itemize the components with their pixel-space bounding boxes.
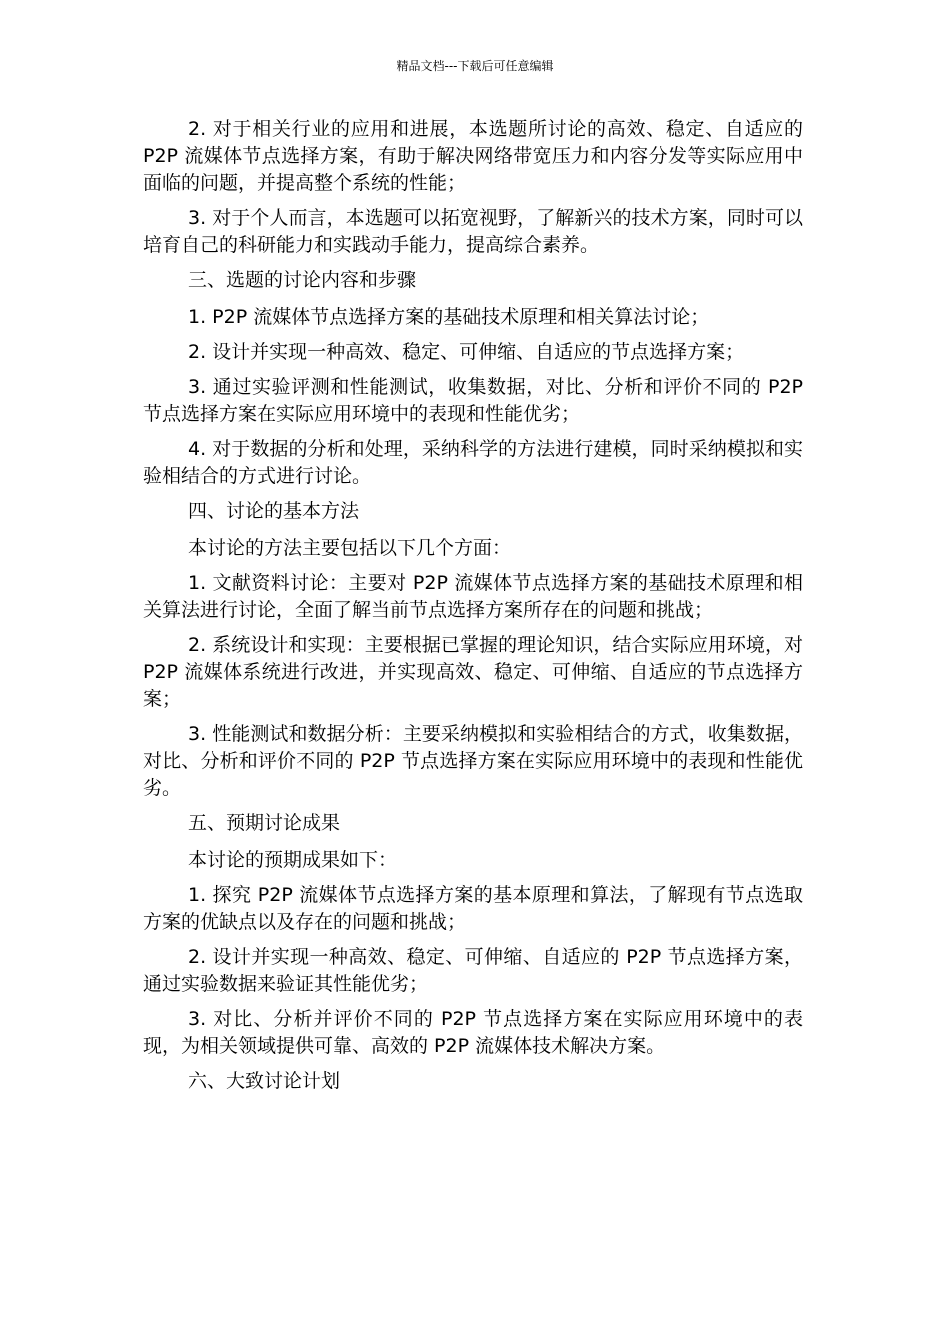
paragraph-results-2: 2. 设计并实现一种高效、稳定、可伸缩、自适应的 P2P 节点选择方案，通过实验数据来验证其性能优劣； <box>143 946 803 995</box>
section-heading-research-plan: 六、大致讨论计划 <box>188 1070 341 1092</box>
paragraph-results-3: 3. 对比、分析并评价不同的 P2P 节点选择方案在实际应用环境中的表现，为相关领域提供可靠、高效的 P2P 流媒体技术解决方案。 <box>143 1008 803 1057</box>
section-heading-methods: 四、讨论的基本方法 <box>188 500 360 522</box>
paragraph-results-1: 1. 探究 P2P 流媒体节点选择方案的基本原理和算法，了解现有节点选取方案的优缺点以及存在的问题和挑战； <box>143 884 803 933</box>
paragraph-content-2: 2. 设计并实现一种高效、稳定、可伸缩、自适应的节点选择方案； <box>188 341 745 363</box>
paragraph-methods-intro: 本讨论的方法主要包括以下几个方面： <box>188 537 512 559</box>
paragraph-methods-3: 3. 性能测试和数据分析：主要采纳模拟和实验相结合的方式，收集数据，对比、分析和评价不同的 P2P 节点选择方案在实际应用环境中的表现和性能优劣。 <box>143 723 803 799</box>
paragraph-results-intro: 本讨论的预期成果如下： <box>188 849 398 871</box>
section-heading-expected-results: 五、预期讨论成果 <box>188 812 341 834</box>
section-heading-research-content: 三、选题的讨论内容和步骤 <box>188 269 417 291</box>
paragraph-content-4: 4. 对于数据的分析和处理，采纳科学的方法进行建模，同时采纳模拟和实验相结合的方式进行讨论。 <box>143 438 803 487</box>
paragraph-methods-1: 1. 文献资料讨论：主要对 P2P 流媒体节点选择方案的基础技术原理和相关算法进行讨论，全面了解当前节点选择方案所存在的问题和挑战； <box>143 572 803 621</box>
paragraph-methods-2: 2. 系统设计和实现：主要根据已掌握的理论知识，结合实际应用环境，对 P2P 流媒体系统进行改进，并实现高效、稳定、可伸缩、自适应的节点选择方案； <box>143 634 803 710</box>
paragraph-significance-industry: 2. 对于相关行业的应用和进展，本选题所讨论的高效、稳定、自适应的 P2P 流媒体节点选择方案，有助于解决网络带宽压力和内容分发等实际应用中面临的问题，并提高整个系统的性能； <box>143 118 803 194</box>
page-header: 精品文档---下载后可任意编辑 <box>396 59 554 73</box>
paragraph-content-1: 1. P2P 流媒体节点选择方案的基础技术原理和相关算法讨论； <box>188 306 710 328</box>
paragraph-significance-personal: 3. 对于个人而言，本选题可以拓宽视野，了解新兴的技术方案，同时可以培育自己的科研能力和实践动手能力，提高综合素养。 <box>143 207 803 256</box>
document-body <box>143 116 803 1105</box>
paragraph-content-3: 3. 通过实验评测和性能测试，收集数据，对比、分析和评价不同的 P2P 节点选择方案在实际应用环境中的表现和性能优劣； <box>143 376 803 425</box>
